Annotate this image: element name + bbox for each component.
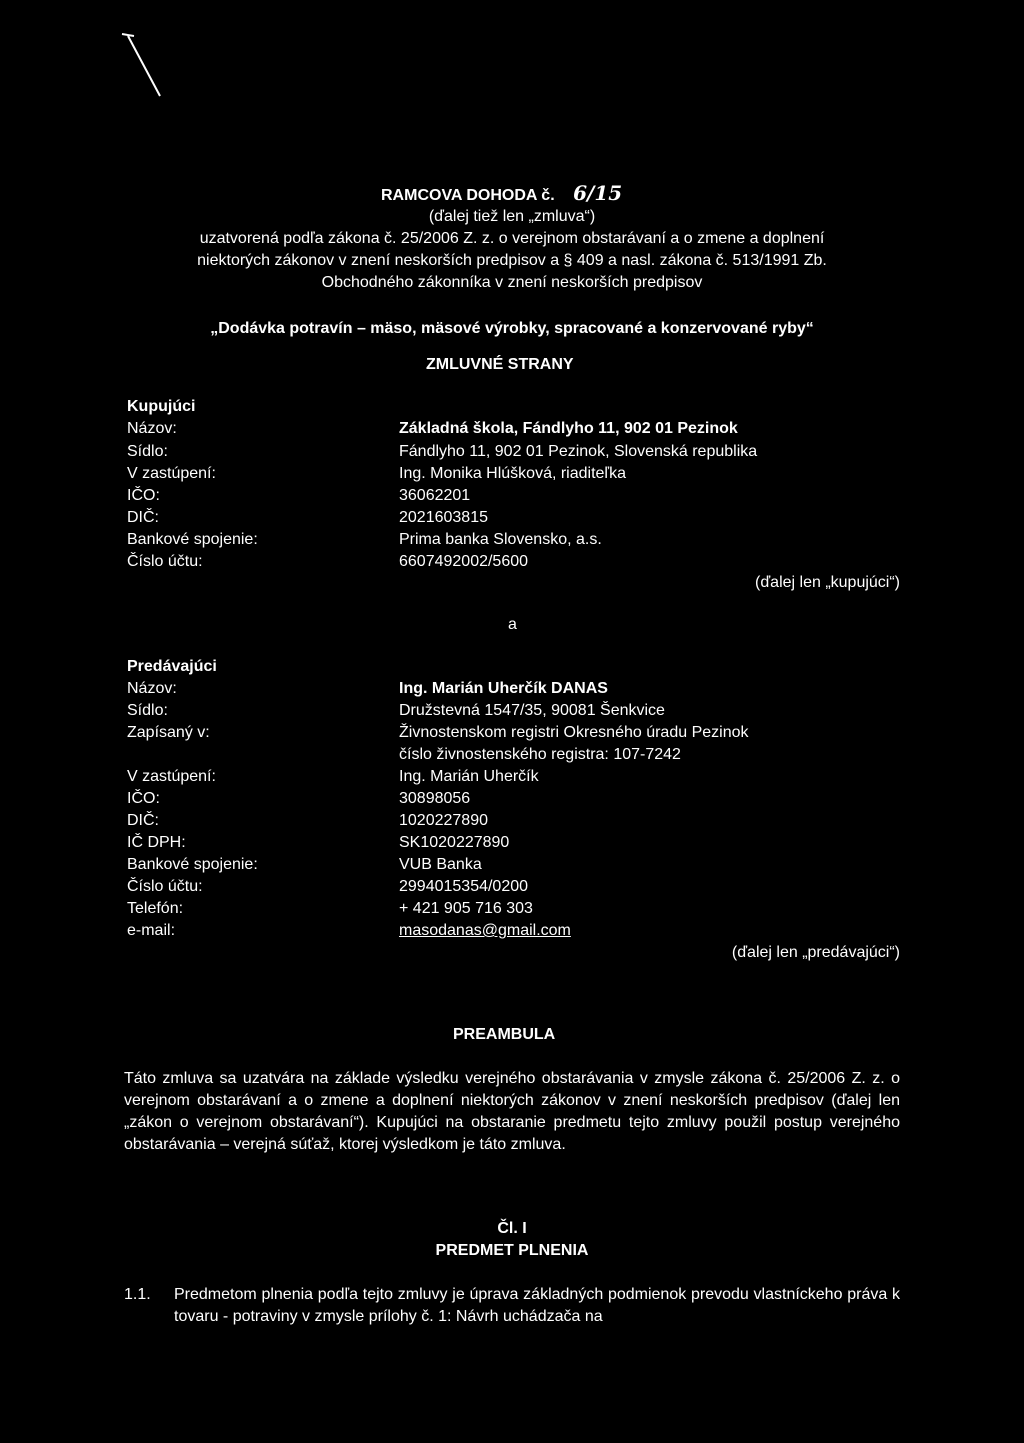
- buyer-ico: 36062201: [399, 487, 471, 504]
- buyer-rep-label: V zastúpení:: [127, 465, 216, 482]
- contract-subject: „Dodávka potravín – mäso, mäsové výrobky, spracované a konzervované ryby“: [210, 320, 814, 337]
- seller-dic: 1020227890: [399, 812, 488, 829]
- seller-registered-label: Zapísaný v:: [127, 724, 210, 741]
- law-line-3: Obchodného zákonníka v znení neskorších predpisov: [321, 274, 703, 291]
- seller-account-label: Číslo účtu:: [127, 878, 203, 895]
- seller-email-link[interactable]: masodanas@gmail.com: [399, 922, 571, 939]
- seller-email-label: e-mail:: [127, 922, 176, 939]
- buyer-bank-label: Bankové spojenie:: [127, 531, 258, 548]
- buyer-account: 6607492002/5600: [399, 553, 529, 570]
- law-line-2: niektorých zákonov v znení neskorších predpisov a § 409 a nasl. zákona č. 513/1991 Zb.: [197, 252, 827, 269]
- seller-rep: Ing. Marián Uherčík: [399, 768, 539, 785]
- seller-rep-label: V zastúpení:: [127, 768, 216, 785]
- seller-bank-label: Bankové spojenie:: [127, 856, 258, 873]
- seller-ico-label: IČO:: [127, 790, 160, 807]
- buyer-dic: 2021603815: [399, 509, 488, 526]
- buyer-ico-label: IČO:: [127, 487, 160, 504]
- item-number: 1.1.: [124, 1286, 151, 1303]
- seller-vat: SK1020227890: [399, 834, 510, 851]
- conjunction: a: [508, 616, 517, 633]
- buyer-seat-label: Sídlo:: [127, 443, 168, 460]
- article-title: PREDMET PLNENIA: [435, 1242, 589, 1259]
- seller-dic-label: DIČ:: [127, 812, 159, 829]
- contract-title: RAMCOVA DOHODA č. 6/15: [381, 181, 623, 205]
- contract-subtitle: (ďalej tiež len „zmluva“): [428, 208, 596, 225]
- seller-phone-label: Telefón:: [127, 900, 184, 917]
- seller-name-label: Názov:: [127, 680, 177, 697]
- buyer-heading: Kupujúci: [127, 398, 196, 415]
- buyer-account-label: Číslo účtu:: [127, 553, 203, 570]
- handwritten-corner-mark: [118, 30, 178, 100]
- seller-registered: Živnostenskom registri Okresného úradu Pezinok: [399, 724, 749, 741]
- seller-phone: + 421 905 716 303: [399, 900, 533, 917]
- preamble-heading: PREAMBULA: [453, 1026, 556, 1043]
- law-line-1: uzatvorená podľa zákona č. 25/2006 Z. z. o verejnom obstarávaní a o zmene a doplnení: [199, 230, 825, 247]
- seller-name: Ing. Marián Uherčík DANAS: [399, 680, 608, 697]
- buyer-name: Základná škola, Fándlyho 11, 902 01 Pezinok: [399, 420, 738, 437]
- preamble-text: Táto zmluva sa uzatvára na základe výsledku verejného obstarávania v zmysle zákona č. 25/2006 Z. z. o verejnom obstarávaní a o zmene a doplnení niektorých zákonov v znení neskorších predpisov (ďalej len „zákon o verejnom obstarávaní“). Kupujúci na obstaranie predmetu tejto zmluvy použil postup verejného obstarávania – verejná súťaž, ktorej výsledkom je táto zmluva.: [124, 1070, 900, 1153]
- seller-ref: (ďalej len „predávajúci“): [731, 944, 900, 961]
- item-text: Predmetom plnenia podľa tejto zmluvy je úprava základných podmienok prevodu vlastníckeho práva k tovaru - potraviny v zmysle prílohy č. 1: Návrh uchádzača na: [174, 1286, 900, 1325]
- seller-heading: Predávajúci: [127, 658, 217, 675]
- buyer-ref: (ďalej len „kupujúci“): [755, 574, 900, 591]
- buyer-dic-label: DIČ:: [127, 509, 159, 526]
- buyer-seat: Fándlyho 11, 902 01 Pezinok, Slovenská republika: [399, 443, 758, 460]
- seller-account: 2994015354/0200: [399, 878, 529, 895]
- seller-vat-label: IČ DPH:: [127, 834, 186, 851]
- buyer-name-label: Názov:: [127, 420, 177, 437]
- buyer-bank: Prima banka Slovensko, a.s.: [399, 531, 602, 548]
- seller-registered-number: číslo živnostenského registra: 107-7242: [399, 746, 681, 763]
- seller-ico: 30898056: [399, 790, 471, 807]
- parties-heading: ZMLUVNÉ STRANY: [426, 356, 574, 373]
- buyer-rep: Ing. Monika Hlúšková, riaditeľka: [399, 465, 626, 482]
- handwritten-number: 6/15: [573, 181, 623, 205]
- seller-seat: Družstevná 1547/35, 90081 Šenkvice: [399, 702, 665, 719]
- article-number: Čl. I: [497, 1220, 527, 1237]
- seller-seat-label: Sídlo:: [127, 702, 168, 719]
- seller-bank: VUB Banka: [399, 856, 482, 873]
